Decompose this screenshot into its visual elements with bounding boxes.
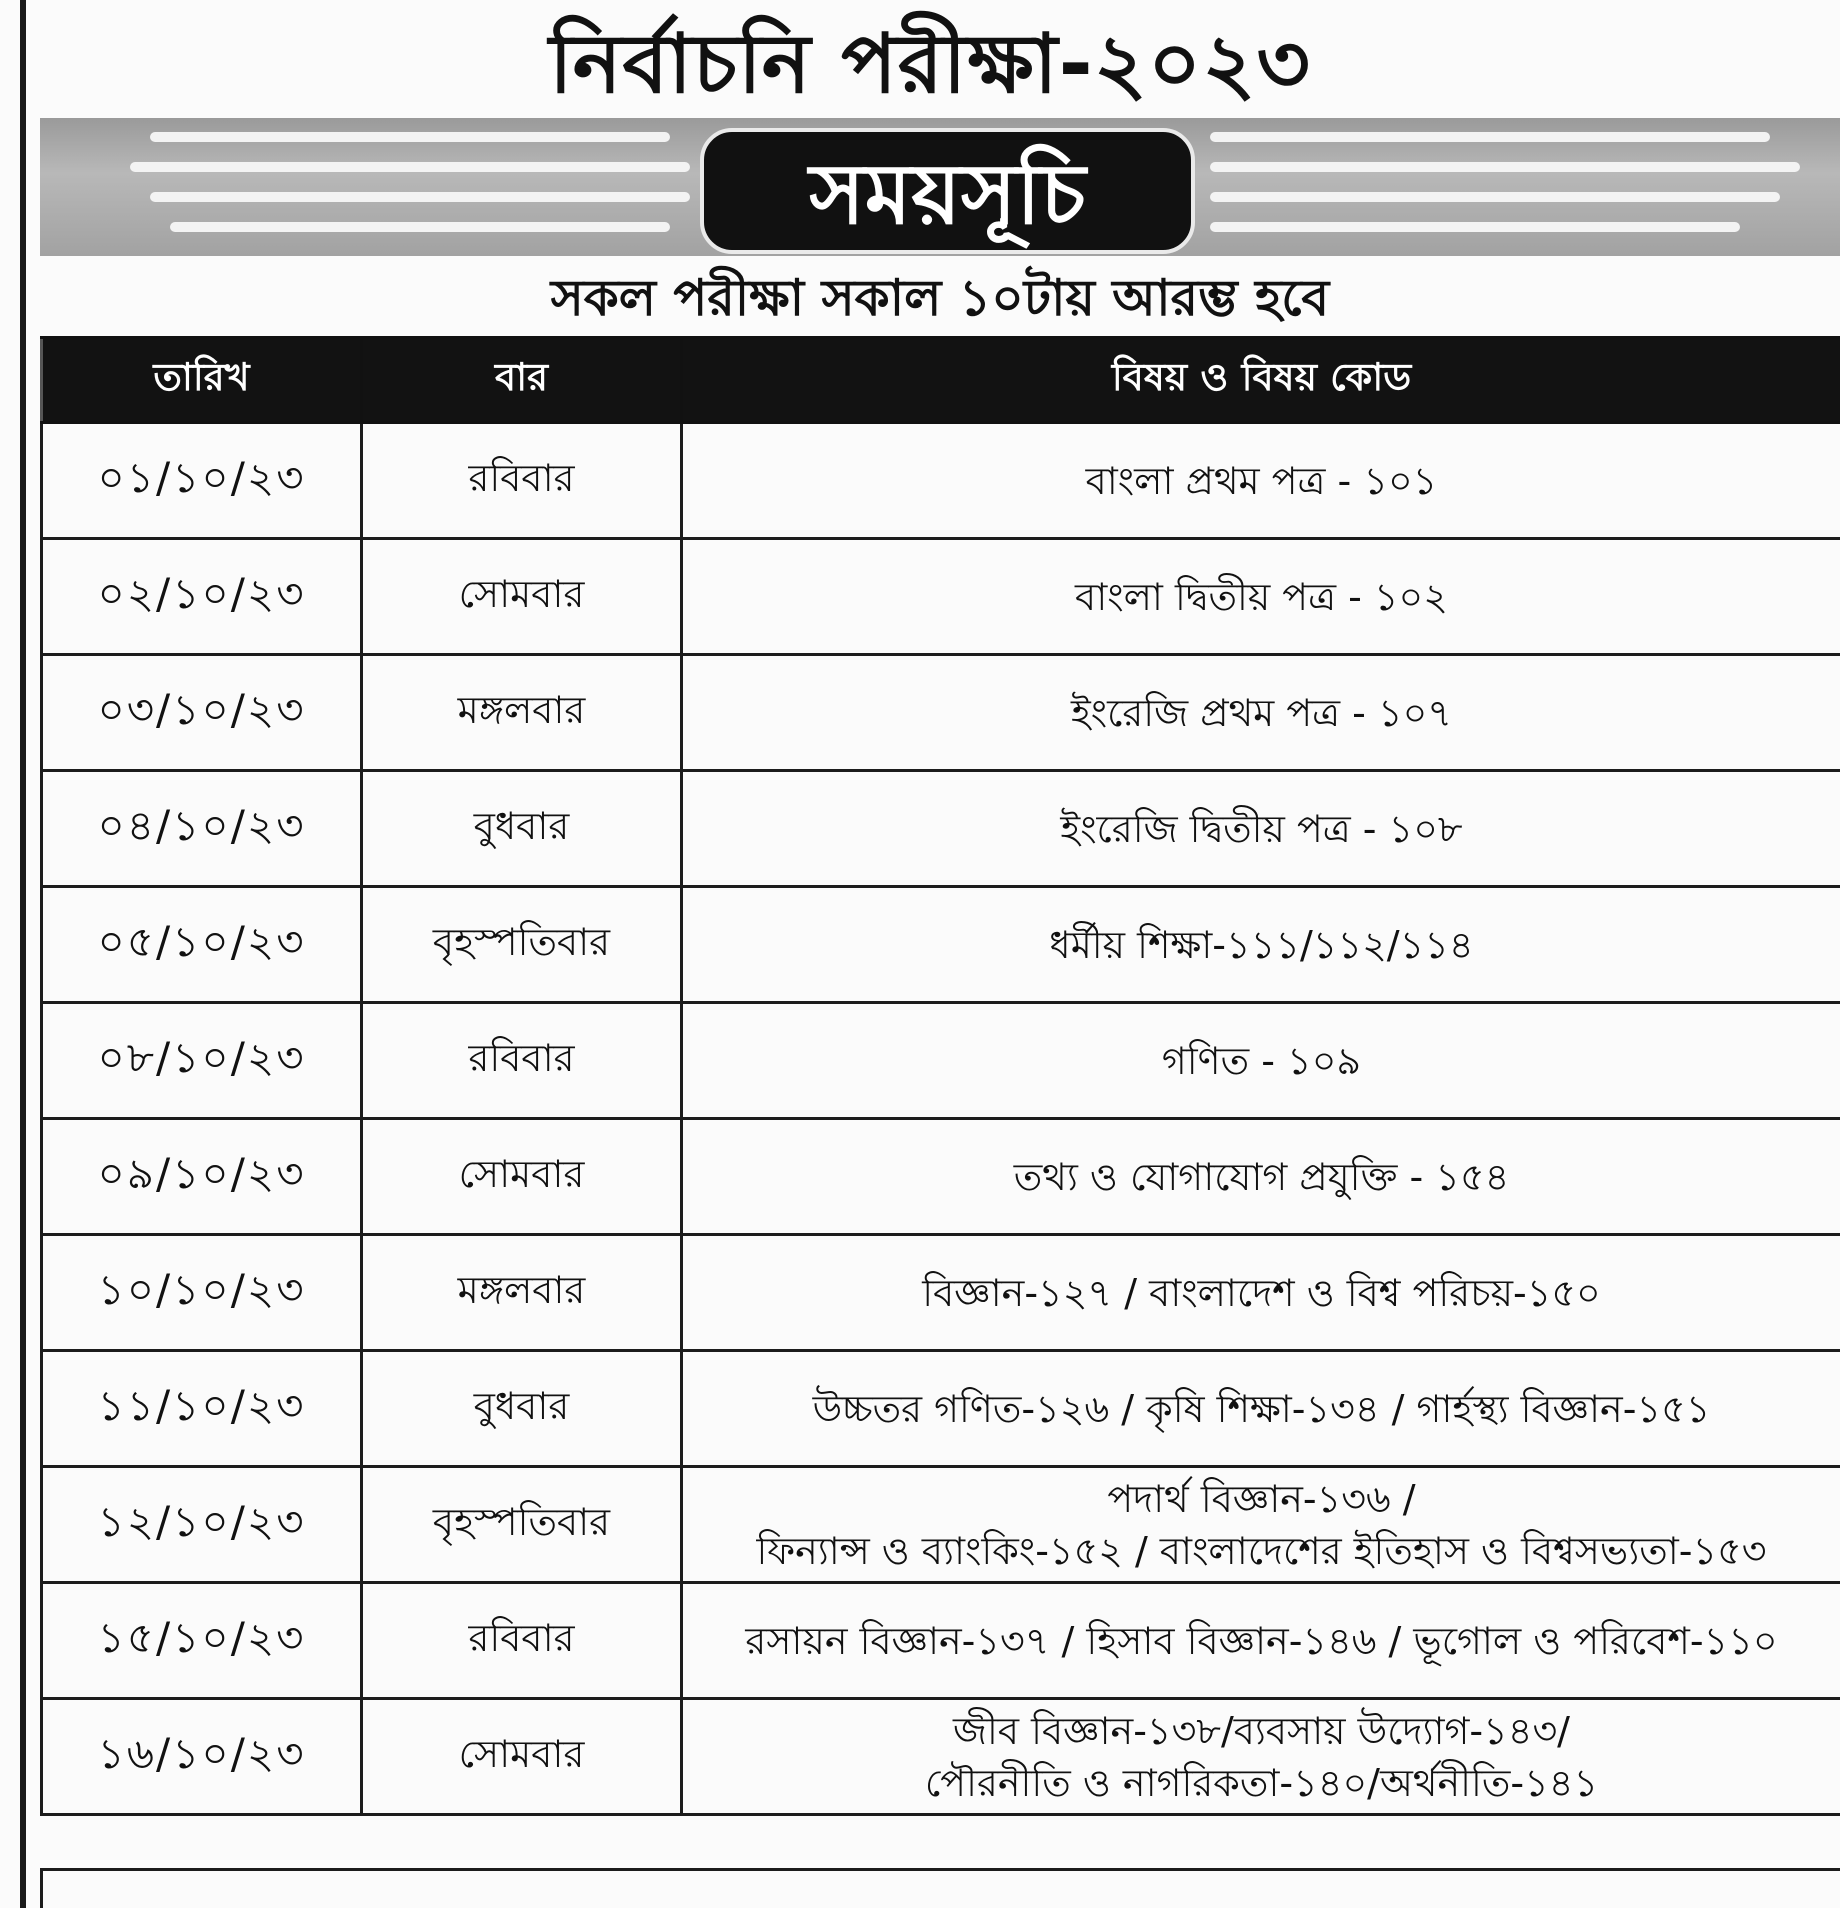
banner-stripe [1210, 162, 1800, 172]
row-day: মঙ্গলবার [362, 1235, 682, 1351]
left-border-rule [20, 0, 26, 1908]
table-row [42, 423, 1840, 539]
table-header-row [42, 338, 1840, 423]
row-date: ০৮/১০/২৩ [42, 1003, 362, 1119]
column-header-date: তারিখ [42, 338, 362, 423]
banner-stripe [1210, 192, 1780, 202]
row-subject: বাংলা দ্বিতীয় পত্র - ১০২ [682, 539, 1840, 655]
table-row [42, 1119, 1840, 1235]
row-subject: গণিত - ১০৯ [682, 1003, 1840, 1119]
row-date: ০২/১০/২৩ [42, 539, 362, 655]
banner-stripe [150, 192, 690, 202]
row-subject: ইংরেজি প্রথম পত্র - ১০৭ [682, 655, 1840, 771]
bottom-border-box [40, 1868, 1840, 1908]
banner-stripe [1210, 132, 1770, 142]
banner-stripe [130, 162, 690, 172]
row-date: ০৫/১০/২৩ [42, 887, 362, 1003]
row-subject: রসায়ন বিজ্ঞান-১৩৭ / হিসাব বিজ্ঞান-১৪৬ / ভূগোল ও পরিবেশ-১১০ [682, 1583, 1840, 1699]
table-row [42, 771, 1840, 887]
row-day: বৃহস্পতিবার [362, 887, 682, 1003]
table-row [42, 887, 1840, 1003]
exam-time-note: সকল পরীক্ষা সকাল ১০টায় আরম্ভ হবে [550, 269, 1330, 327]
row-date: ১৬/১০/২৩ [42, 1699, 362, 1815]
table-row [42, 1351, 1840, 1467]
row-day: বুধবার [362, 771, 682, 887]
column-header-subject: বিষয় ও বিষয় কোড [682, 338, 1840, 423]
table-row [42, 539, 1840, 655]
row-subject [682, 1467, 1840, 1583]
row-date: ০৪/১০/২৩ [42, 771, 362, 887]
row-subject: তথ্য ও যোগাযোগ প্রযুক্তি - ১৫৪ [682, 1119, 1840, 1235]
table-row [42, 1467, 1840, 1583]
schedule-heading: সময়সূচি [700, 128, 1195, 254]
banner-stripe [150, 132, 670, 142]
row-subject: বিজ্ঞান-১২৭ / বাংলাদেশ ও বিশ্ব পরিচয়-১৫০ [682, 1235, 1840, 1351]
table-row [42, 1583, 1840, 1699]
row-day: মঙ্গলবার [362, 655, 682, 771]
table-row [42, 1235, 1840, 1351]
row-subject: ইংরেজি দ্বিতীয় পত্র - ১০৮ [682, 771, 1840, 887]
row-subject: বাংলা প্রথম পত্র - ১০১ [682, 423, 1840, 539]
row-date: ১১/১০/২৩ [42, 1351, 362, 1467]
row-day: রবিবার [362, 423, 682, 539]
row-subject [682, 1699, 1840, 1815]
row-day: সোমবার [362, 539, 682, 655]
row-date: ১৫/১০/২৩ [42, 1583, 362, 1699]
row-date: ১২/১০/২৩ [42, 1467, 362, 1583]
row-day: রবিবার [362, 1003, 682, 1119]
row-date: ০৯/১০/২৩ [42, 1119, 362, 1235]
row-day: সোমবার [362, 1699, 682, 1815]
row-date: ০১/১০/২৩ [42, 423, 362, 539]
row-date: ১০/১০/২৩ [42, 1235, 362, 1351]
row-day: বৃহস্পতিবার [362, 1467, 682, 1583]
row-date: ০৩/১০/২৩ [42, 655, 362, 771]
row-subject-line-1: জীব বিজ্ঞান-১৩৮/ব্যবসায় উদ্যোগ-১৪৩/ [953, 1708, 1570, 1753]
row-subject-line-1: পদার্থ বিজ্ঞান-১৩৬ / [1107, 1476, 1416, 1521]
table-row [42, 655, 1840, 771]
row-subject-line-2: ফিন্যান্স ও ব্যাংকিং-১৫২ / বাংলাদেশের ইতিহাস ও বিশ্বসভ্যতা-১৫৩ [756, 1528, 1767, 1573]
banner-stripe [1210, 222, 1740, 232]
page-title: নির্বাচনি পরীক্ষা-২০২৩ [549, 17, 1311, 112]
banner-stripe [170, 222, 670, 232]
row-day: বুধবার [362, 1351, 682, 1467]
row-subject: ধর্মীয় শিক্ষা-১১১/১১২/১১৪ [682, 887, 1840, 1003]
column-header-day: বার [362, 338, 682, 423]
row-day: সোমবার [362, 1119, 682, 1235]
table-row [42, 1003, 1840, 1119]
row-subject-line-2: পৌরনীতি ও নাগরিকতা-১৪০/অর্থনীতি-১৪১ [924, 1760, 1599, 1805]
row-day: রবিবার [362, 1583, 682, 1699]
table-row [42, 1699, 1840, 1815]
row-subject: উচ্চতর গণিত-১২৬ / কৃষি শিক্ষা-১৩৪ / গার্হস্থ্য বিজ্ঞান-১৫১ [682, 1351, 1840, 1467]
schedule-table [40, 336, 1840, 1816]
